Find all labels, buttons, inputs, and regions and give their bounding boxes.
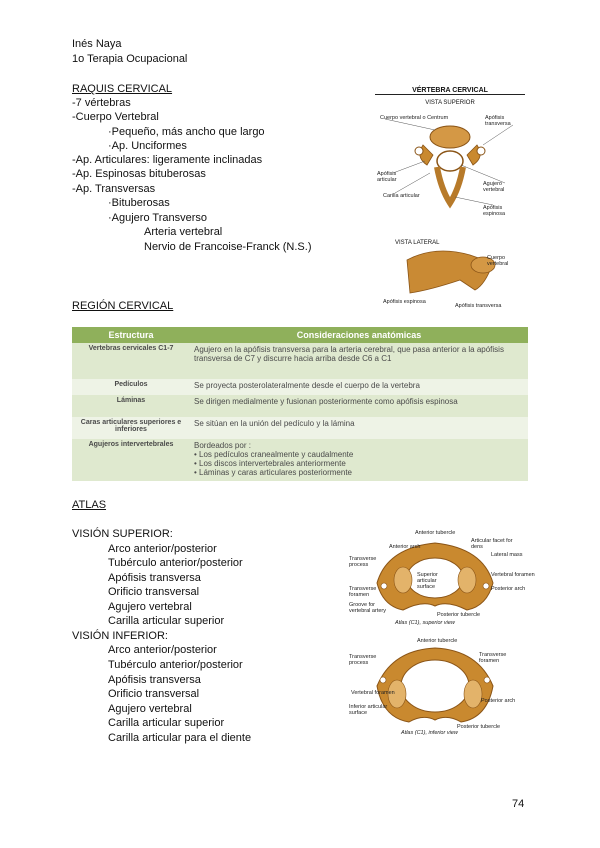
atlas-item: Orificio transversal — [108, 586, 200, 598]
figure-caption: Atlas (C1), inferior view — [401, 730, 458, 736]
raquis-title: RAQUIS CERVICAL — [72, 83, 173, 95]
figure-label: Articular facet for dens — [471, 538, 513, 550]
table-row — [72, 395, 528, 417]
figure-label: Agujero vertebral — [483, 181, 505, 193]
table-cell-desc: Se sitúan en la unión del pedículo y la lámina — [190, 417, 528, 439]
region-title: REGIÓN CERVICAL — [72, 300, 174, 312]
table-cell-desc — [190, 439, 528, 481]
figure-subtitle-lateral: VISTA LATERAL — [395, 240, 440, 246]
figure-label: Superior articular surface — [417, 572, 438, 590]
region-table — [72, 327, 528, 481]
table-cell-structure: Agujeros intervertebrales — [72, 439, 190, 481]
table-header: Estructura — [72, 327, 190, 343]
figure-label: Apófisis transversa — [455, 303, 502, 309]
figure-label: Apófisis transversa — [485, 115, 511, 127]
table-cell-structure: Caras articulares superiores e inferiores — [72, 417, 190, 439]
atlas-item: Tubérculo anterior/posterior — [108, 557, 243, 569]
list-item-text: Los discos intervertebrales anteriormente — [199, 459, 346, 468]
table-row — [72, 379, 528, 395]
atlas-item: Arco anterior/posterior — [108, 543, 217, 555]
raquis-line: -Ap. Transversas — [72, 183, 156, 195]
atlas-item: Arco anterior/posterior — [108, 644, 217, 656]
author-name: Inés Naya — [72, 38, 122, 50]
figure-label: Anterior tubercle — [415, 530, 456, 536]
figure-label: Anterior arch — [389, 544, 421, 550]
atlas-item: Apófisis transversa — [108, 674, 201, 686]
table-cell-desc: Agujero en la apófisis transversa para la arteria cerebral, que pasa anterior a la apófisis transversa de C7 y discurre hacia arriba desde C6 a C1 — [190, 343, 528, 379]
raquis-line: Nervio de Francoise-Franck (N.S.) — [144, 241, 312, 253]
list-item-text: Láminas y caras articulares posteriormente — [199, 468, 352, 477]
atlas-item: Carilla articular superior — [108, 615, 225, 627]
figure-label: Apófisis espinosa — [383, 299, 426, 305]
atlas-title: ATLAS — [72, 499, 107, 511]
region-table-wrapper — [72, 327, 528, 481]
atlas-item: Carilla articular para el diente — [108, 732, 252, 744]
figure-label: Posterior tubercle — [437, 612, 481, 618]
raquis-line: ·Bituberosas — [108, 197, 170, 209]
atlas-superior-figure — [347, 528, 535, 628]
atlas-item: Apófisis transversa — [108, 572, 201, 584]
course-name: 1o Terapia Ocupacional — [72, 53, 188, 65]
table-cell-structure: Vertebras cervicales C1-7 — [72, 343, 190, 379]
page-number: 74 — [512, 798, 525, 810]
table-cell-structure: Láminas — [72, 395, 190, 417]
figure-label: Carilla articular — [383, 193, 420, 199]
list-item-text: Los pedículos cranealmente y caudalmente — [199, 450, 354, 459]
table-cell-desc: Se dirigen medialmente y fusionan posteriormente como apófisis espinosa — [190, 395, 528, 417]
figure-label: Posterior tubercle — [457, 724, 501, 730]
figure-label: Transverse foramen — [349, 586, 377, 598]
table-cell-text: Bordeados por : — [194, 441, 251, 450]
figure-label: Transverse process — [349, 654, 377, 666]
figure-caption: Atlas (C1), superior view — [395, 620, 455, 626]
table-row — [72, 439, 528, 481]
figure-label: Cuerpo vertebral o Centrum — [380, 115, 449, 121]
figure-label: Groove for vertebral artery — [349, 602, 386, 614]
atlas-superior-title: VISIÓN SUPERIOR: — [72, 528, 173, 540]
raquis-line: ·Pequeño, más ancho que largo — [108, 126, 265, 138]
raquis-line: -7 vértebras — [72, 97, 131, 109]
raquis-line: Arteria vertebral — [144, 226, 223, 238]
figure-label: Inferior articular surface — [349, 704, 388, 716]
figure-label: Cuerpo vertebral — [487, 255, 509, 267]
list-item: • Láminas y caras articulares posteriormente — [194, 468, 352, 477]
table-row — [72, 343, 528, 379]
table-cell-structure: Pedículos — [72, 379, 190, 395]
raquis-line: -Ap. Espinosas bituberosas — [72, 168, 206, 180]
atlas-inferior-figure — [347, 638, 522, 738]
atlas-item: Carilla articular superior — [108, 717, 225, 729]
list-item: • Los discos intervertebrales anteriormente — [194, 459, 346, 468]
figure-subtitle-top: VISTA SUPERIOR — [425, 100, 475, 106]
list-item: • Los pedículos cranealmente y caudalmente — [194, 450, 354, 459]
figure-label: Posterior arch — [481, 698, 516, 704]
figure-label: Transverse foramen — [479, 652, 507, 664]
figure-label: Posterior arch — [491, 586, 526, 592]
raquis-line: ·Ap. Unciformes — [108, 140, 187, 152]
atlas-inferior-title: VISIÓN INFERIOR: — [72, 630, 168, 642]
figure-label: Lateral mass — [491, 552, 523, 558]
raquis-line: -Cuerpo Vertebral — [72, 111, 159, 123]
atlas-item: Agujero vertebral — [108, 703, 192, 715]
figure-label: Apófisis espinosa — [483, 205, 506, 217]
raquis-line: ·Agujero Transverso — [108, 212, 208, 224]
atlas-item: Agujero vertebral — [108, 601, 192, 613]
figure-label: Anterior tubercle — [417, 638, 458, 644]
table-row — [72, 417, 528, 439]
atlas-item: Tubérculo anterior/posterior — [108, 659, 243, 671]
figure-label: Transverse process — [349, 556, 377, 568]
figure-title: VÉRTEBRA CERVICAL — [375, 87, 525, 95]
figure-label: Apófisis articular — [377, 171, 397, 183]
figure-label: Vertebral foramen — [351, 690, 395, 696]
table-header: Consideraciones anatómicas — [190, 327, 528, 343]
raquis-line: -Ap. Articulares: ligeramente inclinadas — [72, 154, 263, 166]
cervical-vertebra-figure — [375, 85, 525, 315]
atlas-item: Orificio transversal — [108, 688, 200, 700]
figure-label: Vertebral foramen — [491, 572, 535, 578]
table-cell-desc: Se proyecta posterolateralmente desde el cuerpo de la vertebra — [190, 379, 528, 395]
